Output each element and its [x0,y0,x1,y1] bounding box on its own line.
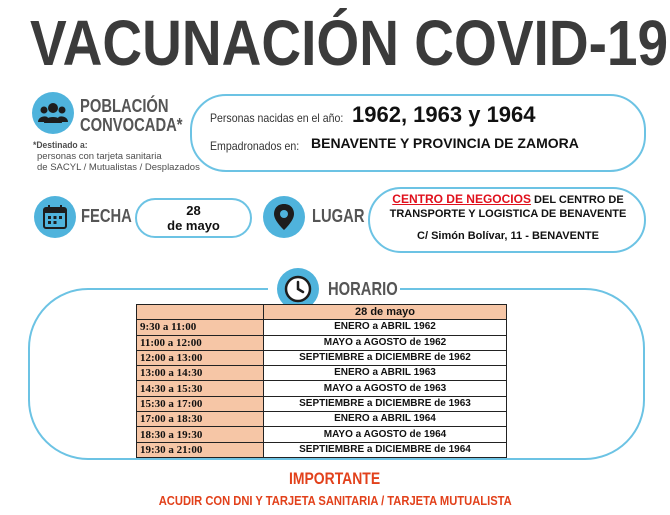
registered-value: BENAVENTE Y PROVINCIA DE ZAMORA [311,135,579,151]
registered-label: Empadronados en: [210,139,300,153]
fecha-day: 28 [186,203,201,218]
table-row [137,412,507,427]
table-row [137,381,507,396]
lugar-link[interactable]: CENTRO DE NEGOCIOS [392,192,531,206]
row-desc: ENERO a ABRIL 1963 [264,366,507,381]
table-row [137,396,507,411]
row-time: 11:00 a 12:00 [137,335,264,350]
poblacion-heading [80,97,183,135]
row-desc: SEPTIEMBRE a DICIEMBRE de 1964 [264,442,507,457]
lugar-text [370,192,646,243]
lugar-line1 [370,192,646,207]
row-desc: MAYO a AGOSTO de 1963 [264,381,507,396]
location-pin-icon [263,196,305,238]
poblacion-heading-line1: POBLACIÓN [80,96,169,116]
fecha-month: de mayo [167,218,220,233]
table-row [137,366,507,381]
horario-heading: HORARIO [328,279,398,299]
table-header-row [137,305,507,320]
calendar-icon [34,196,76,238]
row-time: 14:30 a 15:30 [137,381,264,396]
important-title [0,470,670,488]
row-time: 13:00 a 14:30 [137,366,264,381]
important-text-content: ACUDIR CON DNI Y TARJETA SANITARIA / TARJETA MUTUALISTA [158,493,512,508]
important-text [0,493,670,508]
row-desc: SEPTIEMBRE a DICIEMBRE de 1962 [264,350,507,365]
row-time: 15:30 a 17:00 [137,396,264,411]
row-time: 12:00 a 13:00 [137,350,264,365]
table-row [137,335,507,350]
row-time: 9:30 a 11:00 [137,320,264,335]
fecha-value [135,203,252,233]
page-title: VACUNACIÓN COVID-19 [30,7,669,79]
born-years: 1962, 1963 y 1964 [352,102,536,127]
fecha-heading: FECHA [81,206,132,226]
table-row [137,427,507,442]
table-row [137,442,507,457]
table-column-header: 28 de mayo [264,305,507,320]
schedule-table-wrap [136,304,507,458]
poblacion-note-line2: de SACYL / Mutualistas / Desplazados [37,162,200,173]
row-time: 17:00 a 18:30 [137,412,264,427]
row-desc: MAYO a AGOSTO de 1962 [264,335,507,350]
schedule-table [136,304,507,458]
row-time: 19:30 a 21:00 [137,442,264,457]
table-row [137,320,507,335]
table-row [137,350,507,365]
row-desc: MAYO a AGOSTO de 1964 [264,427,507,442]
table-header-blank [137,305,264,320]
row-desc: SEPTIEMBRE a DICIEMBRE de 1963 [264,396,507,411]
row-desc: ENERO a ABRIL 1962 [264,320,507,335]
row-desc: ENERO a ABRIL 1964 [264,412,507,427]
lugar-address: C/ Simón Bolívar, 11 - BENAVENTE [417,230,599,242]
lugar-line2: TRANSPORTE Y LOGISTICA DE BENAVENTE [389,208,627,220]
poblacion-heading-line2: CONVOCADA* [80,115,183,135]
lugar-heading: LUGAR [312,206,365,226]
poblacion-note-title: *Destinado a: [33,140,88,151]
group-icon [32,92,74,134]
born-label: Personas nacidas en el año: [210,111,344,125]
row-time: 18:30 a 19:30 [137,427,264,442]
lugar-line1-rest: DEL CENTRO DE [530,194,624,206]
poblacion-note [33,140,200,173]
important-title-text: IMPORTANTE [289,469,381,488]
poblacion-note-line1: personas con tarjeta sanitaria [37,151,162,162]
